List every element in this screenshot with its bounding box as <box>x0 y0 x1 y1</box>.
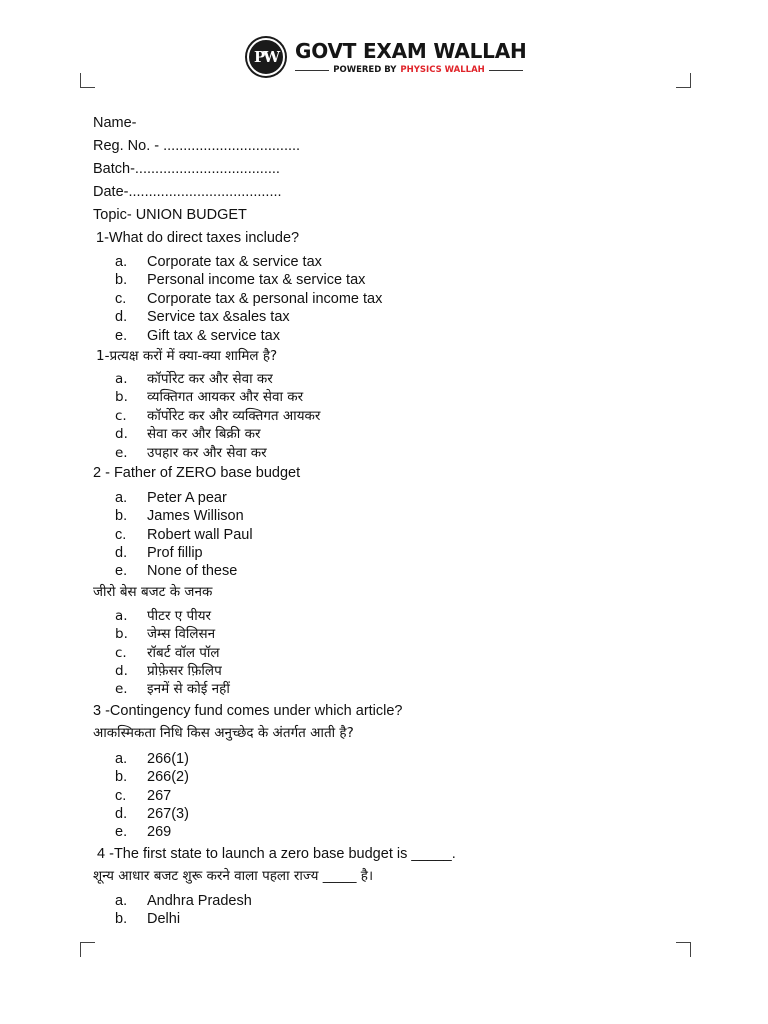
question-1-hi: 1-प्रत्यक्ष करों में क्या-क्या शामिल है? <box>96 347 278 364</box>
option-letter: c. <box>115 526 127 543</box>
option <box>93 625 653 643</box>
option-text: व्यक्तिगत आयकर और सेवा कर <box>147 389 304 406</box>
pw-logo: PW <box>247 38 285 76</box>
reg-no-field: Reg. No. - .................................. <box>93 138 301 154</box>
option-text: Prof fillip <box>147 545 203 562</box>
option-text: Corporate tax & personal income tax <box>147 290 383 307</box>
option-letter: a. <box>115 607 128 624</box>
option-text: उपहार कर और सेवा कर <box>147 444 267 461</box>
option-letter: e. <box>115 327 128 344</box>
crop-mark-bottom-right <box>676 942 691 957</box>
option <box>93 607 653 625</box>
option-letter: c. <box>115 787 127 804</box>
option-letter: e. <box>115 824 128 841</box>
option-letter: d. <box>115 309 128 326</box>
option-text: जेम्स विलिसन <box>147 626 216 643</box>
question-4-en: 4 -The first state to launch a zero base budget is _____. <box>93 845 456 862</box>
option <box>93 526 653 544</box>
option-letter: b. <box>115 769 128 786</box>
option <box>93 768 653 786</box>
option-letter: a. <box>115 370 128 387</box>
option-letter: e. <box>115 563 128 580</box>
option-letter: d. <box>115 663 128 680</box>
batch-field: Batch-.................................... <box>93 161 280 177</box>
page-header <box>247 38 527 80</box>
question-3-en: 3 -Contingency fund comes under which article? <box>93 702 403 719</box>
option-text: पीटर ए पीयर <box>147 607 212 624</box>
option-text: सेवा कर और बिक्री कर <box>147 426 261 443</box>
question-4-options <box>93 892 653 929</box>
option <box>93 290 653 308</box>
question-2-hi-options <box>93 607 653 699</box>
option <box>93 562 653 580</box>
option-text: इनमें से कोई नहीं <box>147 681 230 698</box>
option <box>93 253 653 271</box>
option-letter: d. <box>115 426 128 443</box>
option-letter: d. <box>115 545 128 562</box>
option-letter: b. <box>115 626 128 643</box>
option-text: रॉबर्ट वॉल पॉल <box>147 644 220 661</box>
option-letter: b. <box>115 389 128 406</box>
question-1-en: 1-What do direct taxes include? <box>96 230 300 246</box>
date-field: Date-...................................... <box>93 184 282 200</box>
option-text: 269 <box>147 824 172 841</box>
divider-right <box>489 70 523 71</box>
option-text: Service tax &sales tax <box>147 309 290 326</box>
option-text: 267(3) <box>147 805 189 822</box>
question-2-en: 2 - Father of ZERO base budget <box>93 464 301 481</box>
option <box>93 370 653 388</box>
option <box>93 407 653 425</box>
option <box>93 750 653 768</box>
question-3-options <box>93 750 653 842</box>
option <box>93 308 653 326</box>
option-text: None of these <box>147 563 238 580</box>
option-letter: c. <box>115 290 127 307</box>
option-letter: a. <box>115 254 128 270</box>
option-text: कॉर्पोरेट कर और व्यक्तिगत आयकर <box>147 407 321 424</box>
option-text: Delhi <box>147 911 181 928</box>
option-text: James Willison <box>147 508 244 525</box>
option-text: 266(2) <box>147 769 189 786</box>
option <box>93 271 653 289</box>
option-text: 267 <box>147 787 172 804</box>
option-text: Robert wall Paul <box>147 526 253 543</box>
option-letter: c. <box>115 407 127 424</box>
option-letter: a. <box>115 489 128 506</box>
brand-title: GOVT EXAM WALLAH <box>295 39 527 63</box>
option <box>93 644 653 662</box>
option <box>93 910 653 928</box>
crop-mark-bottom-left <box>80 942 95 957</box>
option-text: Peter A pear <box>147 489 227 506</box>
option <box>93 544 653 562</box>
option-letter: b. <box>115 272 128 289</box>
worksheet-body <box>93 114 653 929</box>
option-letter: e. <box>115 444 128 461</box>
option-text: कॉर्पोरेट कर और सेवा कर <box>147 370 273 387</box>
question-4-hi: शून्य आधार बजट शुरू करने वाला पहला राज्य _____ है। <box>93 867 374 884</box>
option <box>93 892 653 910</box>
name-field: Name- <box>93 115 137 131</box>
topic-heading: Topic- UNION BUDGET <box>93 207 247 223</box>
question-3-hi: आकस्मिकता निधि किस अनुच्छेद के अंतर्गत आती है? <box>93 724 354 741</box>
option <box>93 805 653 823</box>
question-2-hi: जीरो बेस बजट के जनक <box>93 583 213 600</box>
question-2-en-options <box>93 489 653 581</box>
option <box>93 507 653 525</box>
powered-by-label: POWERED BY <box>333 65 397 75</box>
option-letter: d. <box>115 805 128 822</box>
option <box>93 425 653 443</box>
crop-mark-top-left <box>80 73 95 88</box>
option <box>93 680 653 698</box>
option-text: Andhra Pradesh <box>147 892 252 909</box>
option-text: 266(1) <box>147 750 189 767</box>
brand-name: PHYSICS WALLAH <box>400 65 485 75</box>
option-text: Personal income tax & service tax <box>147 272 366 289</box>
option-text: प्रोफ़ेसर फ़िलिप <box>147 663 222 680</box>
option-letter: b. <box>115 508 128 525</box>
option-letter: a. <box>115 750 128 767</box>
option-text: Corporate tax & service tax <box>147 254 322 270</box>
option-letter: e. <box>115 681 128 698</box>
option <box>93 787 653 805</box>
option <box>93 823 653 841</box>
question-1-en-options <box>93 253 653 345</box>
option <box>93 662 653 680</box>
option <box>93 489 653 507</box>
option-letter: b. <box>115 911 128 928</box>
divider-left <box>295 70 329 71</box>
option <box>93 388 653 406</box>
option-text: Gift tax & service tax <box>147 327 280 344</box>
crop-mark-top-right <box>676 73 691 88</box>
brand-subtitle <box>295 65 523 75</box>
option-letter: a. <box>115 892 128 909</box>
option-letter: c. <box>115 644 127 661</box>
question-1-hi-options <box>93 370 653 462</box>
option <box>93 444 653 462</box>
option <box>93 327 653 345</box>
